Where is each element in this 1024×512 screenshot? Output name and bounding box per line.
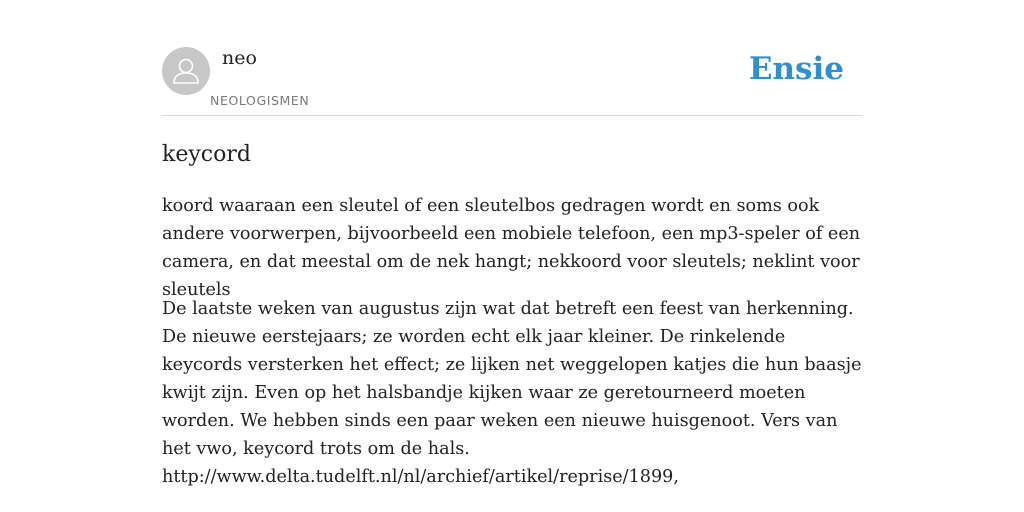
- avatar[interactable]: [162, 47, 210, 95]
- example-text: De laatste weken van augustus zijn wat dat betreft een feest van herkenning. De nieuwe eerstejaars; ze worden echt elk jaar kleiner. De rinkelende keycords versterken het effect; ze lijken net weggelopen katjes die hun baasje kwijt zijn. Even op het halsbandje kijken waar ze geretourneerd moeten worden. We hebben sinds een paar weken een nieuwe huisgenoot. Vers van het vwo, keycord trots om de hals.: [162, 299, 862, 459]
- entry-card: [162, 0, 862, 512]
- entry-header: [162, 0, 862, 116]
- entry-title: keycord: [162, 142, 251, 167]
- entry-example: [162, 295, 864, 491]
- source-link[interactable]: http://www.delta.tudelft.nl/nl/archief/artikel/reprise/1899,: [162, 467, 679, 487]
- entry-definition: koord waaraan een sleutel of een sleutelbos gedragen wordt en soms ook andere voorwerpen, bijvoorbeeld een mobiele telefoon, een mp3-speler of een camera, en dat meestal om de nek hangt; nekkoord voor sleutels; neklint voor sleutels: [162, 196, 861, 300]
- category-label[interactable]: NEOLOGISMEN: [210, 93, 310, 108]
- user-avatar-icon: [162, 47, 210, 95]
- username-link[interactable]: neo: [222, 47, 257, 69]
- brand-logo-link[interactable]: Ensie: [748, 51, 844, 87]
